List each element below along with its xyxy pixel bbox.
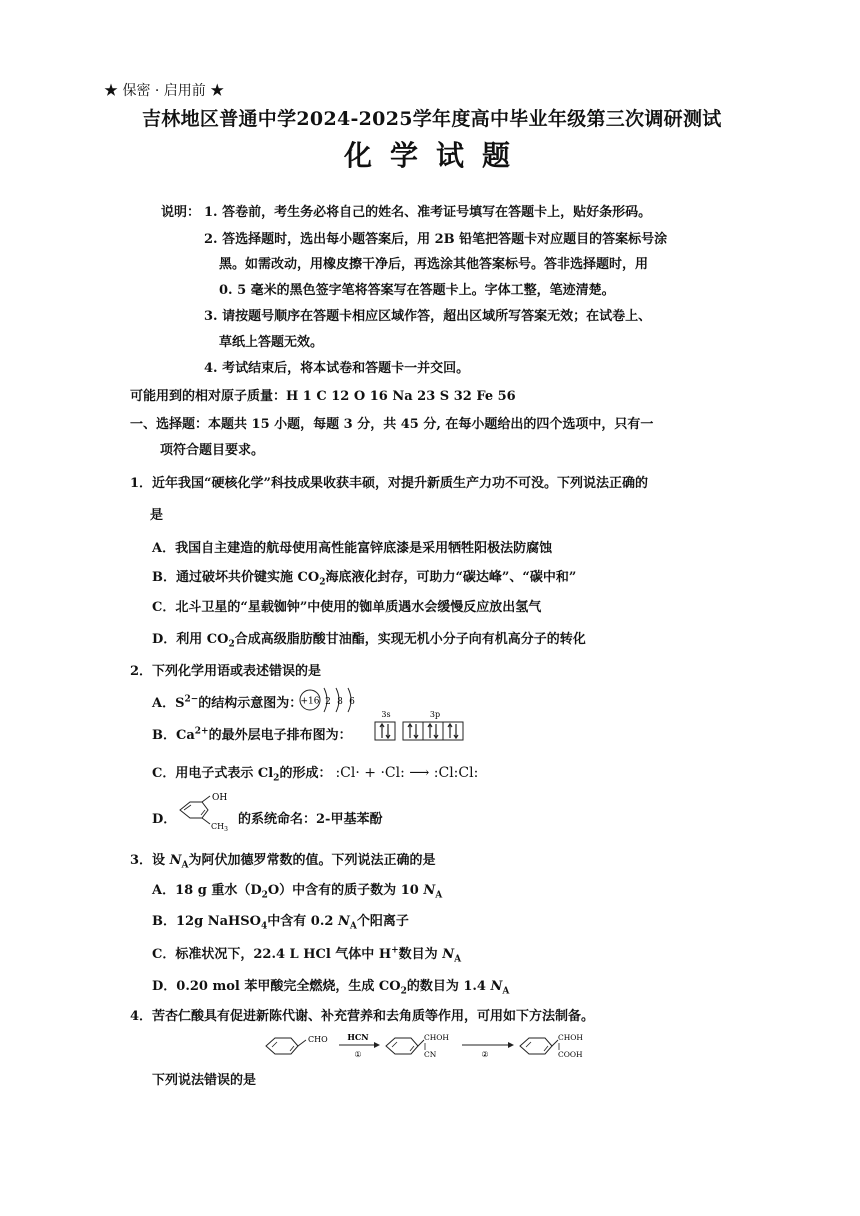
cyanohydrin-group-2-label: CN: [424, 1050, 437, 1059]
orbital-diagram: [370, 708, 470, 746]
mandelic-acid-reaction-scheme: [262, 1026, 612, 1066]
q1-option-b: B．通过破坏共价键实施 $CO_2$海底液化封存，可助力“碳达峰”、“碳中和”: [152, 570, 577, 588]
product-group-1-label: CHOH: [558, 1033, 583, 1042]
shell-2-electrons: 8: [337, 697, 343, 707]
q4-stem: 4．苦杏仁酸具有促进新陈代谢、补充营养和去角质等作用，可用如下方法制备。: [130, 1009, 595, 1024]
q3-option-a: A．18 g 重水$(D_2O)$中含有的质子数为 10 $N_A$: [152, 883, 443, 901]
atomic-masses: 可能用到的相对原子质量：H 1 C 12 O 16 Na 23 S 32 Fe 56: [130, 389, 516, 404]
q1-option-d: D．利用 $CO_2$合成高级脂肪酸甘油酯，实现无机小分子向有机高分子的转化: [152, 632, 586, 650]
subject-title: 化学试题: [344, 139, 529, 172]
product-group-2-label: COOH: [558, 1050, 583, 1059]
benzene-ring-3: [520, 1038, 552, 1054]
q3-option-c: C．标准状况下，22.4 L HCl 气体中 H+数目为 $N_A$: [152, 945, 462, 965]
q1-stem-line2: 是: [150, 508, 164, 523]
benzene-ring-2: [386, 1038, 418, 1054]
instruction-4: 4. 考试结束后，将本试卷和答题卡一并交回。: [204, 361, 470, 376]
arrow1-step-label: ①: [354, 1050, 362, 1059]
instruction-3a: 3. 请按题号顺序在答题卡相应区域作答，超出区域所写答案无效；在试卷上、: [204, 309, 652, 324]
q3-option-b: B．12g NaHSO$_4$中含有 0.2 $N_A$个阳离子: [152, 914, 409, 932]
q4-followup: 下列说法错误的是: [152, 1073, 257, 1088]
q2-option-c: C．用电子式表示 $Cl_2$的形成： :Cl· + ·Cl: ⟶ :Cl:Cl:: [152, 765, 479, 784]
aldehyde-group-label: CHO: [308, 1035, 328, 1044]
section1-line2: 项符合题目要求。: [160, 443, 265, 458]
instruction-2b: 黑。如需改动，用橡皮擦干净后，再选涂其他答案标号。答非选择题时，用: [219, 257, 649, 272]
arrow1-reagent-label: HCN: [347, 1032, 369, 1042]
secret-mark: ★ 保密 · 启用前 ★: [104, 83, 225, 99]
q2-option-a: A．$S^{2-}$的结构示意图为：: [152, 694, 303, 711]
instruction-3b: 草纸上答题无效。: [219, 335, 324, 350]
hydroxyl-group-label: OH: [212, 793, 228, 803]
nucleus-charge-label: +16: [300, 696, 320, 707]
arrow2-step-label: ②: [481, 1050, 489, 1059]
benzene-ring-1: [266, 1038, 298, 1054]
methylphenol-structure: [176, 790, 238, 834]
q1-option-c: C．北斗卫星的“星载铷钟”中使用的铷单质遇水会缓慢反应放出氢气: [152, 600, 542, 615]
q2-stem: 2．下列化学用语或表述错误的是: [130, 664, 322, 679]
shell-3-electrons: 6: [349, 697, 355, 707]
q2-option-b: B．$Ca^{2+}$的最外层电子排布图为：: [152, 726, 352, 743]
chlorine-electron-formula: :Cl· + ·Cl: ⟶ :Cl:Cl:: [335, 765, 479, 781]
svg-text:CH3: [211, 822, 228, 833]
q3-option-d: D．0.20 mol 苯甲酸完全燃烧，生成 $CO_2$的数目为 1.4 $N_A$: [152, 979, 510, 997]
shell-1-electrons: 2: [325, 697, 331, 707]
q3-stem: 3．设 $N_A$为阿伏加德罗常数的值。下列说法正确的是: [130, 853, 436, 871]
exam-title: 吉林地区普通中学2024-2025学年度高中毕业年级第三次调研测试: [142, 108, 722, 130]
instructions-label: 说明：: [161, 205, 201, 220]
methyl-group-label: CH: [211, 822, 225, 831]
instruction-2a: 2. 答选择题时，选出每小题答案后，用 2B 铅笔把答题卡对应题目的答案标号涂: [204, 232, 668, 247]
q2-option-d-label: D．: [152, 812, 177, 827]
q1-stem-line1: 1．近年我国“硬核化学”科技成果收获丰硕，对提升新质生产力功不可没。下列说法正确的: [130, 476, 649, 491]
instruction-2c: 0. 5 毫米的黑色签字笔将答案写在答题卡上。字体工整，笔迹清楚。: [219, 283, 615, 298]
orbital-3p-label: 3p: [429, 710, 441, 719]
q1-option-a: A．我国自主建造的航母使用高性能富锌底漆是采用牺牲阳极法防腐蚀: [152, 541, 553, 556]
cyanohydrin-group-1-label: CHOH: [424, 1033, 449, 1042]
section1-line1: 一、选择题：本题共 15 小题，每题 3 分，共 45 分, 在每小题给出的四个选项中，只有一: [130, 417, 654, 432]
orbital-3s-label: 3s: [381, 710, 391, 719]
methyl-subscript: 3: [224, 826, 228, 833]
instruction-1: 1. 答卷前，考生务必将自己的姓名、准考证号填写在答题卡上，贴好条形码。: [204, 205, 652, 220]
q2-option-d-text: 的系统命名：2-甲基苯酚: [238, 812, 383, 827]
